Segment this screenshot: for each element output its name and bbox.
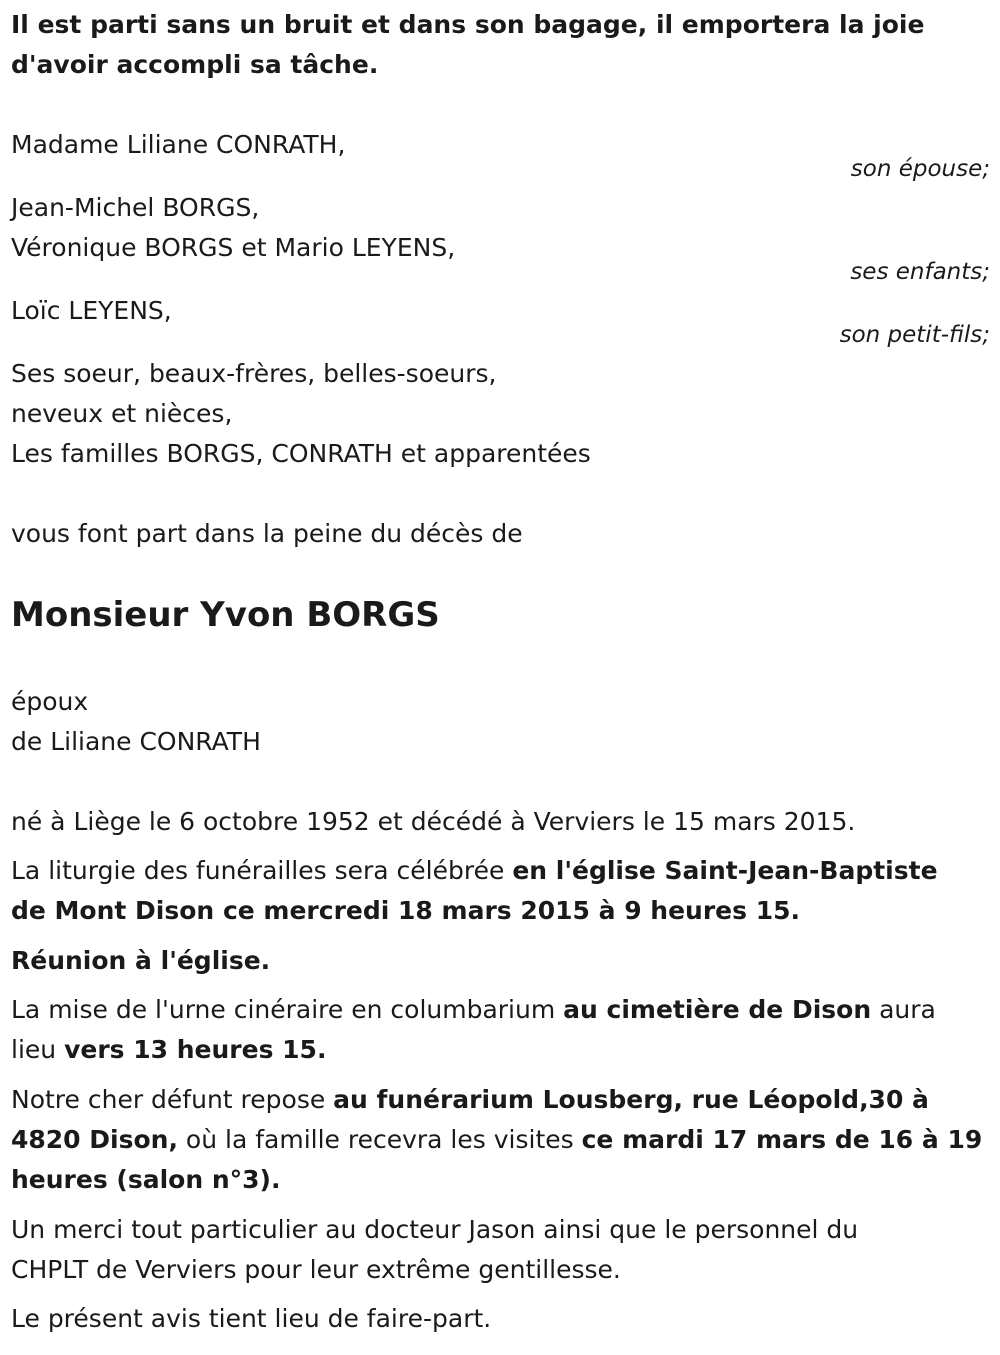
quote-line-2: d'avoir accompli sa tâche. [11, 50, 379, 79]
rest-text-a: Notre cher défunt repose [11, 1085, 334, 1114]
urn-text-a: La mise de l'urne cinéraire en columbarium [11, 995, 564, 1024]
spouse-name: Madame Liliane CONRATH, [11, 130, 346, 159]
relation-line-1: époux [11, 687, 89, 716]
liturgy-text: La liturgie des funérailles sera célébrée [11, 856, 513, 885]
quote-line-1: Il est parti sans un bruit et dans son bagage, il emportera la joie [11, 10, 925, 39]
rest-line-3: heures (salon n°3). [11, 1165, 281, 1194]
rest-text-b: où la famille recevra les visites [177, 1125, 582, 1154]
rest-line-2 [11, 1120, 982, 1160]
thanks-line-1: Un merci tout particulier au docteur Jason ainsi que le personnel du [11, 1215, 859, 1244]
urn-time: vers 13 heures 15. [64, 1035, 327, 1064]
children-role: ses enfants; [850, 259, 990, 285]
rest-line-1 [11, 1080, 929, 1120]
other-relatives-1: Ses soeur, beaux-frères, belles-soeurs, [11, 359, 497, 388]
liturgy-line-2: de Mont Dison ce mercredi 18 mars 2015 à 9 heures 15. [11, 896, 801, 925]
announcement-text: vous font part dans la peine du décès de [11, 519, 523, 548]
rest-funeral-home: au funérarium Lousberg, rue Léopold,30 à [333, 1085, 929, 1114]
deceased-name: Monsieur Yvon BORGS [11, 595, 440, 635]
liturgy-church: en l'église Saint-Jean-Baptiste [512, 856, 938, 885]
rest-visit-time: ce mardi 17 mars de 16 à 19 [581, 1125, 983, 1154]
rest-city: 4820 Dison, [11, 1125, 178, 1154]
liturgy-line-1 [11, 851, 938, 891]
urn-text-b: aura [871, 995, 936, 1024]
spouse-role: son épouse; [850, 156, 990, 182]
child-name-2: Véronique BORGS et Mario LEYENS, [11, 233, 456, 262]
other-relatives-2: neveux et nièces, [11, 399, 233, 428]
thanks-line-2: CHPLT de Verviers pour leur extrême gentillesse. [11, 1255, 621, 1284]
urn-line-1 [11, 990, 936, 1030]
relation-line-2: de Liliane CONRATH [11, 727, 261, 756]
child-name-1: Jean-Michel BORGS, [11, 193, 260, 222]
grandson-role: son petit-fils; [839, 322, 990, 348]
reunion-line: Réunion à l'église. [11, 946, 271, 975]
urn-text-c: lieu [11, 1035, 65, 1064]
closing-line: Le présent avis tient lieu de faire-part. [11, 1304, 492, 1333]
urn-line-2 [11, 1030, 326, 1070]
grandson-name: Loïc LEYENS, [11, 296, 172, 325]
other-relatives-3: Les familles BORGS, CONRATH et apparentées [11, 439, 591, 468]
birth-death-line: né à Liège le 6 octobre 1952 et décédé à Verviers le 15 mars 2015. [11, 807, 856, 836]
urn-cemetery: au cimetière de Dison [563, 995, 872, 1024]
